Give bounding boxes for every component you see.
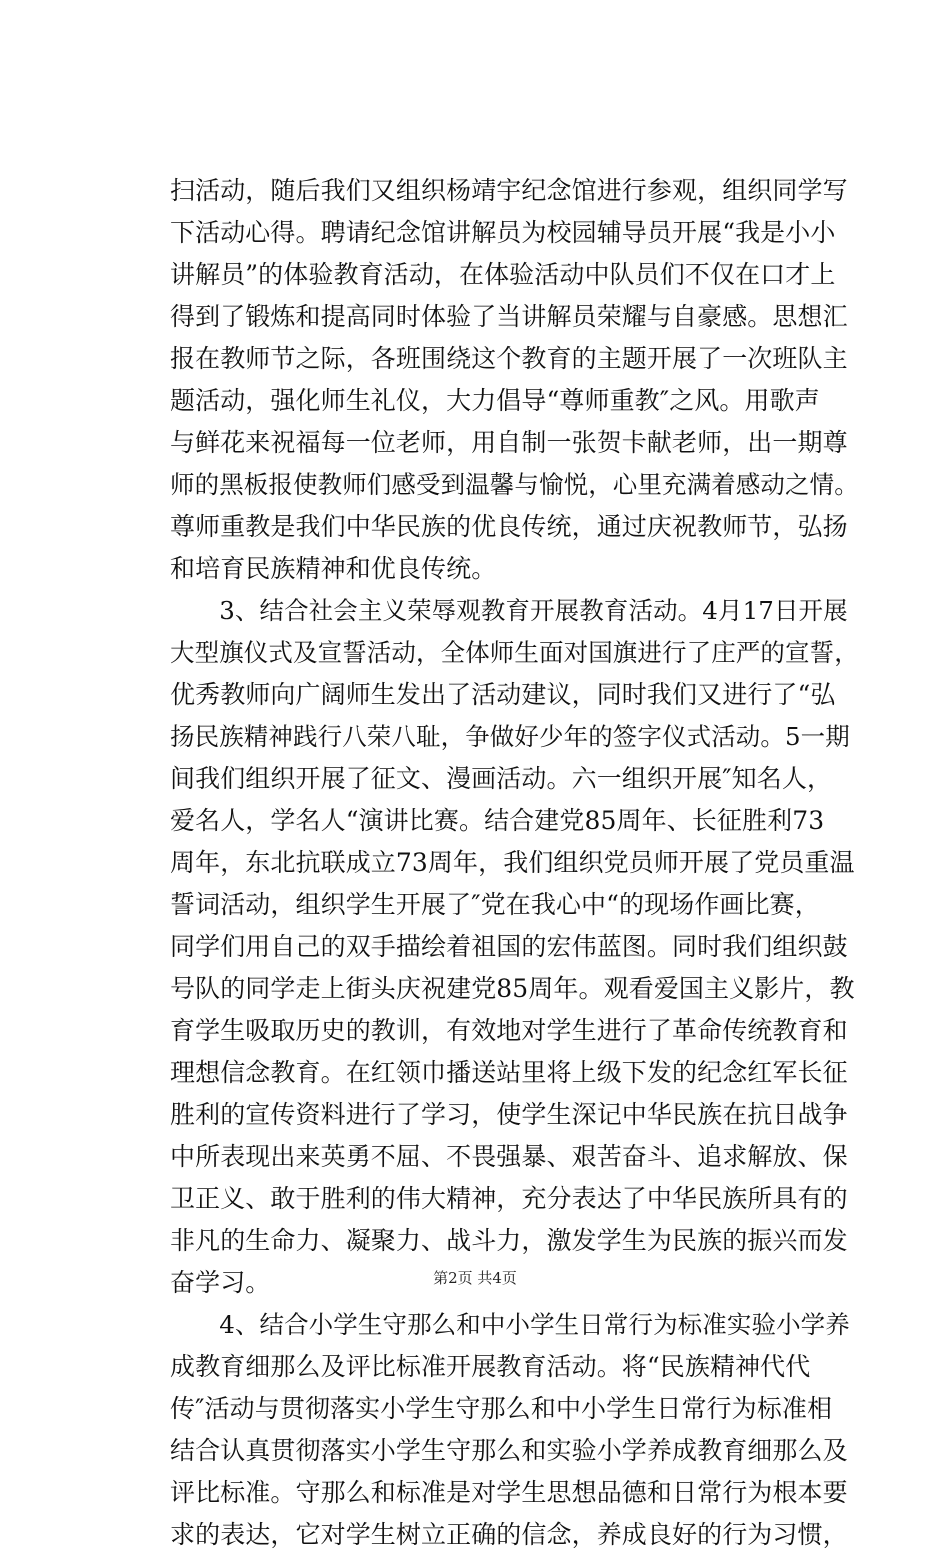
page-footer: 第2页 共4页 [433,1269,517,1287]
text-line: 大型旗仪式及宣誓活动，全体师生面对国旗进行了庄严的宣誓， [170,638,859,667]
text-line: 结合认真贯彻落实小学生守那么和实验小学养成教育细那么及 [170,1436,848,1465]
text-line: 3、结合社会主义荣辱观教育开展教育活动。4月17日开展 [170,596,848,625]
text-line: 4、结合小学生守那么和中小学生日常行为标准实验小学养 [170,1310,850,1339]
text-line: 周年，东北抗联成立73周年，我们组织党员师开展了党员重温 [170,848,855,877]
text-line: 求的表达，它对学生树立正确的信念，养成良好的行为习惯， [170,1520,848,1549]
text-line: 报在教师节之际，各班围绕这个教育的主题开展了一次班队主 [170,344,848,373]
text-line: 同学们用自己的双手描绘着祖国的宏伟蓝图。同时我们组织鼓 [170,932,848,961]
text-line: 师的黑板报使教师们感受到温馨与愉悦，心里充满着感动之情。 [170,470,859,499]
body-text [170,170,860,1556]
text-line: 题活动，强化师生礼仪，大力倡导“尊师重教″之风。用歌声 [170,386,820,415]
text-line: 优秀教师向广阔师生发出了活动建议，同时我们又进行了“弘 [170,680,836,709]
text-line: 誓词活动，组织学生开展了″党在我心中“的现场作画比赛， [170,890,820,919]
text-line: 扬民族精神践行八荣八耻，争做好少年的签字仪式活动。5一期 [170,722,850,751]
text-line: 下活动心得。聘请纪念馆讲解员为校园辅导员开展“我是小小 [170,218,836,247]
text-line: 号队的同学走上街头庆祝建党85周年。观看爱国主义影片，教 [170,974,855,1003]
text-line: 和培育民族精神和优良传统。 [170,554,497,583]
text-line: 育学生吸取历史的教训，有效地对学生进行了革命传统教育和 [170,1016,848,1045]
text-line: 扫活动，随后我们又组织杨靖宇纪念馆进行参观，组织同学写 [170,176,848,205]
text-line: 奋学习。 [170,1268,271,1297]
text-line: 尊师重教是我们中华民族的优良传统，通过庆祝教师节，弘扬 [170,512,848,541]
text-line: 成教育细那么及评比标准开展教育活动。将“民族精神代代 [170,1352,811,1381]
text-line: 理想信念教育。在红领巾播送站里将上级下发的纪念红军长征 [170,1058,848,1087]
text-line: 非凡的生命力、凝聚力、战斗力，激发学生为民族的振兴而发 [170,1226,848,1255]
text-line: 传″活动与贯彻落实小学生守那么和中小学生日常行为标准相 [170,1394,833,1423]
text-line: 评比标准。守那么和标准是对学生思想品德和日常行为根本要 [170,1478,848,1507]
text-line: 卫正义、敢于胜利的伟大精神，充分表达了中华民族所具有的 [170,1184,848,1213]
text-line: 胜利的宣传资料进行了学习，使学生深记中华民族在抗日战争 [170,1100,848,1129]
text-line: 中所表现出来英勇不屈、不畏强暴、艰苦奋斗、追求解放、保 [170,1142,848,1171]
text-line: 与鲜花来祝福每一位老师，用自制一张贺卡献老师，出一期尊 [170,428,848,457]
text-line: 爱名人，学名人“演讲比赛。结合建党85周年、长征胜利73 [170,806,825,835]
text-line: 得到了锻炼和提高同时体验了当讲解员荣耀与自豪感。思想汇 [170,302,848,331]
text-line: 讲解员”的体验教育活动，在体验活动中队员们不仅在口才上 [170,260,836,289]
text-line: 间我们组织开展了征文、漫画活动。六一组织开展″知名人， [170,764,833,793]
